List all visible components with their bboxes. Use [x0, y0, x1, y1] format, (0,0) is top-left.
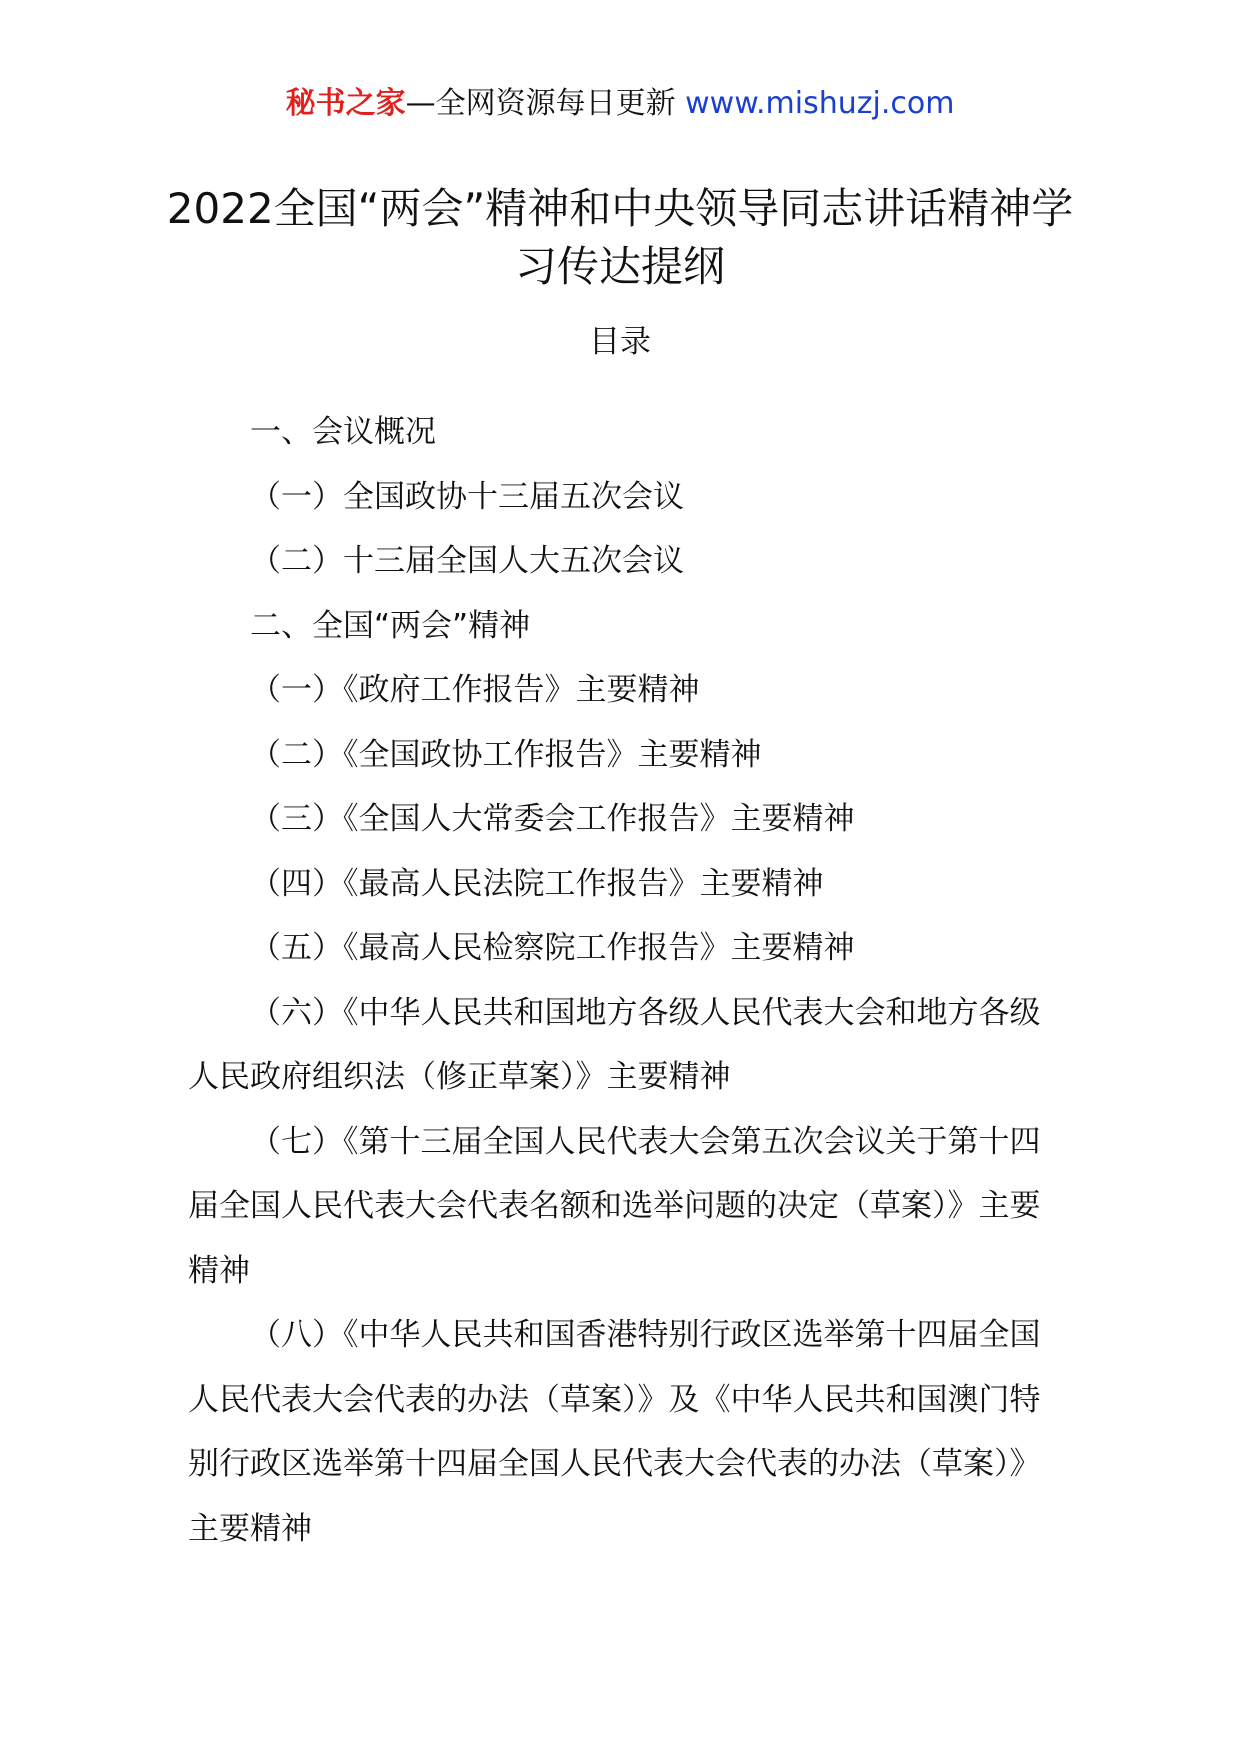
site-url-link[interactable]: www.mishuzj.com [685, 86, 955, 121]
banner-tagline: —全网资源每日更新 [405, 86, 686, 121]
document-title: 2022全国“两会”精神和中央领导同志讲话精神学习传达提纲 [166, 184, 1074, 291]
toc-item: （二）十三届全国人大五次会议 [250, 543, 684, 579]
toc-item: （七）《第十三届全国人民代表大会第五次会议关于第十四届全国人民代表大会代表名额和选举问题的决定（草案）》主要精神 [188, 1123, 1041, 1289]
toc-item: （三）《全国人大常委会工作报告》主要精神 [250, 801, 855, 837]
toc-item: （二）《全国政协工作报告》主要精神 [250, 736, 762, 773]
toc-item: （一）《政府工作报告》主要精神 [250, 672, 700, 708]
site-banner [0, 84, 1240, 124]
toc-heading: 目录 [589, 324, 651, 360]
toc-item: （六）《中华人民共和国地方各级人民代表大会和地方各级人民政府组织法（修正草案）》主要精神 [188, 994, 1041, 1095]
toc-item: （一）全国政协十三届五次会议 [250, 478, 684, 515]
toc-item: （四）《最高人民法院工作报告》主要精神 [250, 865, 824, 902]
toc-item: 一、会议概况 [250, 414, 436, 450]
table-of-contents [188, 400, 1058, 1561]
toc-item: （五）《最高人民检察院工作报告》主要精神 [250, 930, 855, 966]
toc-item: 二、全国“两会”精神 [250, 607, 531, 644]
brand-name: 秘书之家 [285, 86, 406, 121]
toc-item: （八）《中华人民共和国香港特别行政区选举第十四届全国人民代表大会代表的办法（草案）》及《中华人民共和国澳门特别行政区选举第十四届全国人民代表大会代表的办法（草案）》主要精神 [188, 1317, 1041, 1547]
